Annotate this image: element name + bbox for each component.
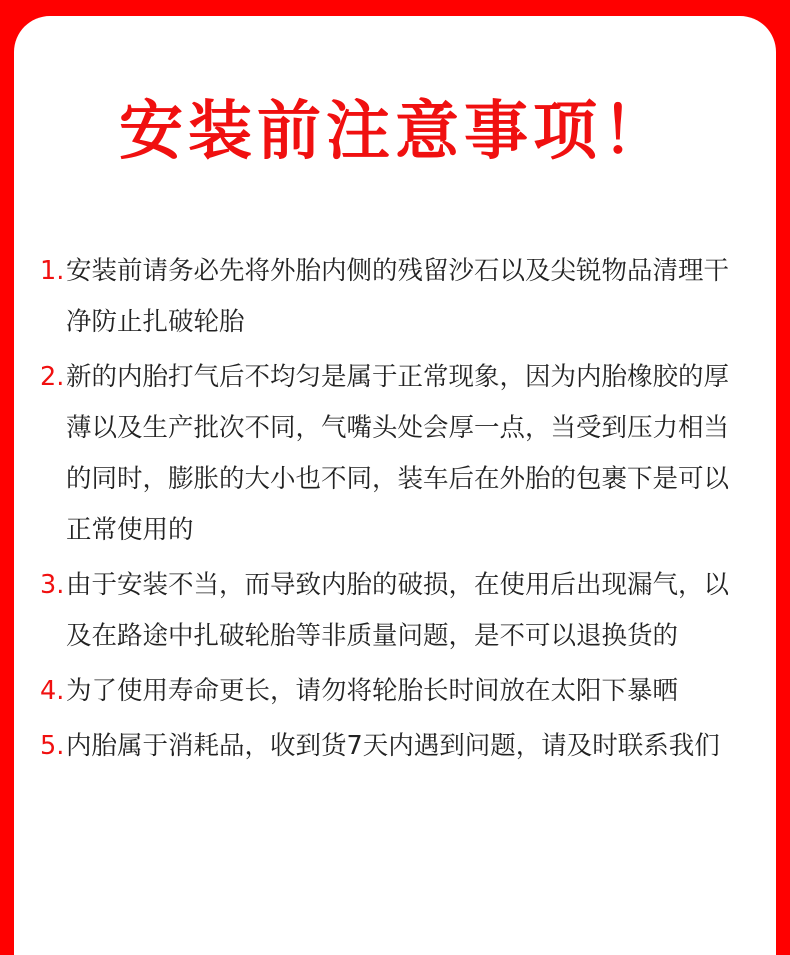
list-item [40, 666, 752, 717]
item-text: 由于安装不当，而导致内胎的破损，在使用后出现漏气，以及在路途中扎破轮胎等非质量问题，是不可以退换货的 [66, 570, 730, 651]
list-item [40, 560, 752, 662]
item-text: 内胎属于消耗品，收到货7天内遇到问题，请及时联系我们 [66, 731, 720, 761]
item-number: 2. [40, 362, 65, 392]
item-number: 4. [40, 676, 65, 706]
list-item [40, 246, 752, 348]
notice-list [40, 246, 752, 776]
page-title: 安装前注意事项！ [119, 95, 671, 169]
item-number: 5. [40, 731, 65, 761]
list-item [40, 721, 752, 772]
item-number: 1. [40, 256, 65, 286]
list-item [40, 352, 752, 556]
item-number: 3. [40, 570, 65, 600]
item-text: 安装前请务必先将外胎内侧的残留沙石以及尖锐物品清理干净防止扎破轮胎 [66, 256, 730, 337]
item-text: 为了使用寿命更长，请勿将轮胎长时间放在太阳下暴晒 [66, 676, 679, 706]
item-text: 新的内胎打气后不均匀是属于正常现象，因为内胎橡胶的厚薄以及生产批次不同，气嘴头处会厚一点，当受到压力相当的同时，膨胀的大小也不同，装车后在外胎的包裹下是可以正常使用的 [66, 362, 730, 545]
